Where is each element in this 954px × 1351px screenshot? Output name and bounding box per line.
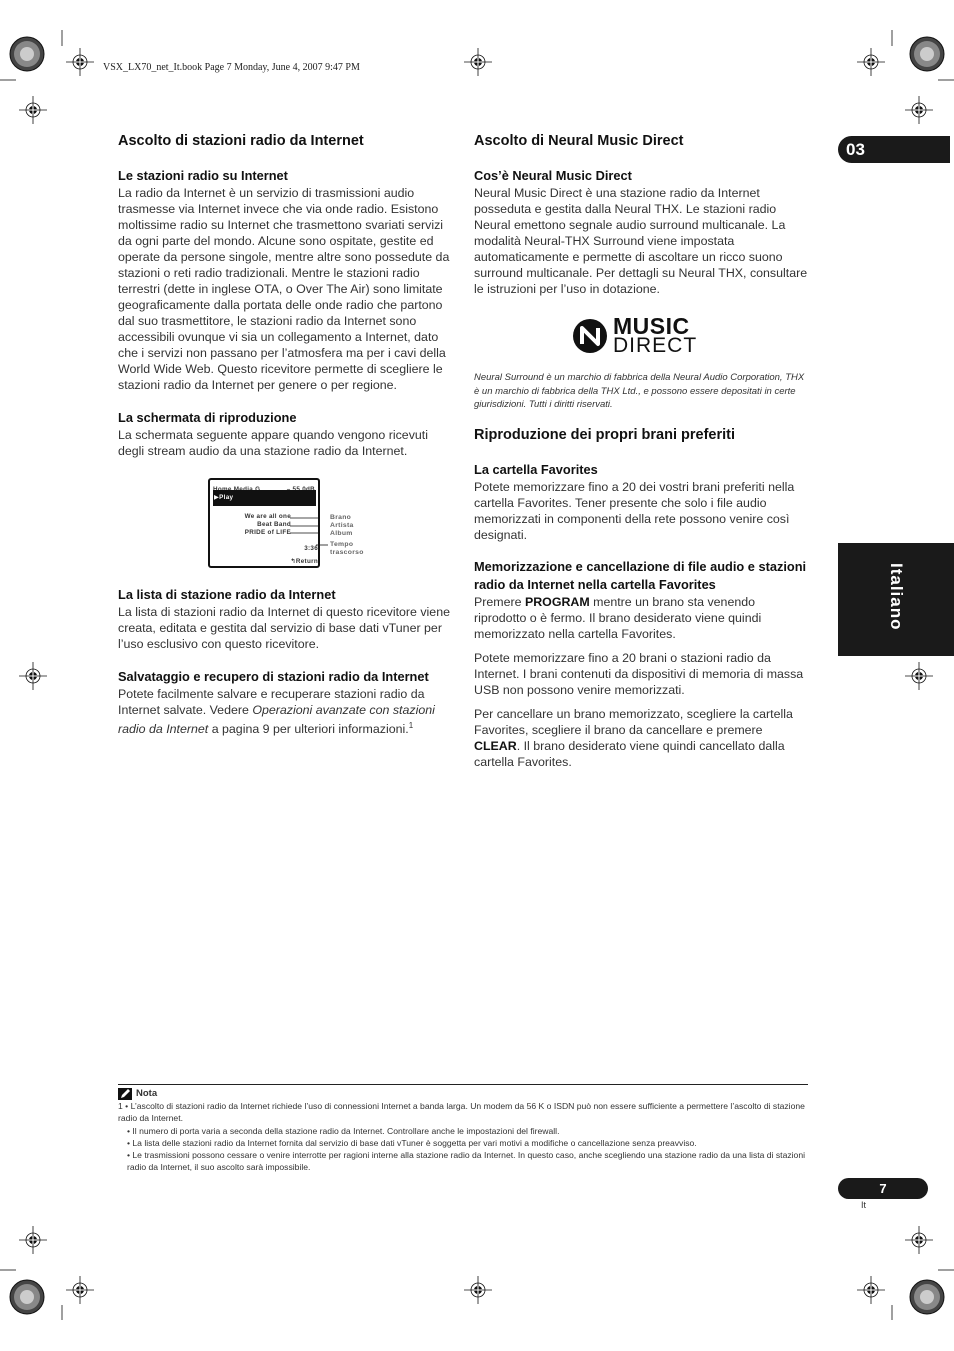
return-icon: ↰ — [290, 558, 296, 565]
display-time: 3:36 — [304, 545, 318, 552]
label-album: Album — [330, 530, 353, 537]
logo-direct: DIRECT — [613, 334, 698, 357]
chapter-badge: 03 — [838, 136, 950, 163]
save-recall-text-1: Potete facilmente salvare e recuperare stazioni radio da Internet salvate. Vedere — [118, 687, 425, 717]
section-title-neural-music-direct: Ascolto di Neural Music Direct — [474, 133, 684, 149]
note-heading-label: Nota — [136, 1088, 158, 1099]
display-status: ▶Play — [213, 490, 316, 506]
display-album: PRIDE of LIFE — [244, 529, 291, 536]
store-text-1: Premere — [474, 594, 525, 609]
heading-station-list: La lista di stazione radio da Internet — [118, 587, 336, 602]
heading-favorites-folder: La cartella Favorites — [474, 461, 598, 477]
paragraph-save-recall — [118, 686, 454, 737]
right-column — [474, 132, 810, 770]
clear-key: CLEAR — [474, 738, 517, 753]
neural-n-icon — [572, 318, 608, 354]
playback-display-illustration — [208, 478, 364, 568]
music-direct-logo — [572, 313, 810, 359]
note-4: • Le trasmissioni possono cessare o venire interrotte per ragioni interne alla stazione radio da Internet. In questo caso, anche scegliendo una stazione radio da una lista di stazioni radio da Internet, il suo ascolto sarà impossibile. — [127, 1150, 806, 1173]
paragraph-store — [474, 594, 810, 642]
section-title-internet-radio: Ascolto di stazioni radio da Internet — [118, 133, 364, 149]
heading-playback-screen: La schermata di riproduzione — [118, 410, 297, 425]
heading-what-is-neural: Cos’è Neural Music Direct — [474, 168, 632, 183]
page-number: 7 — [838, 1178, 928, 1199]
label-time-1: Tempo — [330, 541, 354, 548]
section-title-favorites: Riproduzione dei propri brani preferiti — [474, 426, 736, 443]
footnote-ref[interactable]: 1 — [408, 721, 414, 730]
print-header: VSX_LX70_net_It.book Page 7 Monday, June 4, 2007 9:47 PM — [103, 62, 360, 73]
page-language: It — [861, 1200, 867, 1210]
display-return: Return — [295, 558, 318, 565]
left-column — [118, 132, 454, 737]
note-3: • La lista delle stazioni radio da Internet fornita dal servizio di base dati vTuner è soggetta per vari motivi a modifiche o cancellazione senza preavviso. — [127, 1137, 697, 1148]
footnotes — [118, 1084, 808, 1173]
label-artist: Artista — [330, 522, 354, 529]
logo-music: MUSIC — [613, 313, 690, 339]
note-heading — [118, 1088, 808, 1100]
delete-text-1: Per cancellare un brano memorizzato, scegliere la cartella Favorites, scegliere il brano da cancellare e premere — [474, 706, 793, 737]
note-2: • Il numero di porta varia a seconda della stazione radio da Internet. Controllare anche le impostazioni del firewall. — [127, 1125, 560, 1136]
paragraph-store-limit: Potete memorizzare fino a 20 brani o stazioni radio da Internet. I brani contenuti da dispositivi di memoria di massa USB non possono venire memorizzati. — [474, 650, 804, 697]
save-recall-text-2: a pagina 9 per ulteriori informazioni. — [208, 722, 409, 737]
label-time-2: trascorso — [330, 549, 364, 556]
link-advanced-operations[interactable]: Operazioni avanzate con stazioni radio da Internet — [118, 703, 435, 737]
paragraph-playback-screen: La schermata seguente appare quando vengono ricevuti degli stream audio da una stazione radio da Internet. — [118, 428, 428, 458]
heading-store-delete: Memorizzazione e cancellazione di file audio e stazioni radio da Internet nella cartella Favorites — [474, 558, 807, 592]
display-artist: Beat Band — [257, 521, 291, 528]
language-tab — [838, 543, 954, 656]
paragraph-station-list: La lista di stazioni radio da Internet di questo ricevitore viene creata, editata e gestita dal servizio di base dati vTuner per l’uso esclusivo con questo ricevitore. — [118, 605, 450, 651]
program-key: PROGRAM — [524, 594, 590, 609]
heading-internet-radio-stations: Le stazioni radio su Internet — [118, 168, 288, 183]
language-tab-label: Italiano — [887, 563, 906, 631]
note-pencil-icon — [118, 1088, 132, 1100]
note-1: 1 • L’ascolto di stazioni radio da Internet richiede l’uso di connessioni Internet a banda larga. Un modem da 56 K o ISDN può non essere sufficiente a permettere l’ascolto di stazione radio da Internet. — [118, 1101, 805, 1124]
heading-save-recall: Salvataggio e recupero di stazioni radio da Internet — [118, 669, 429, 684]
paragraph-internet-radio: La radio da Internet è un servizio di trasmissioni audio trasmesse via Internet invece che via onde radio. Esistono moltissime radio su Internet che trasmettono svariati servizi da ogni parte del mondo. Alcune sono ospitate, gestite ed operate da persone singole, mentre altre sono possedute da stazioni o reti radio tradizionali. Mentre le stazioni radio terrestri (dette in inglese OTA, o Over The Air) sono limitate geograficamente dalla portata delle onde radio che partono dal suo trasmettitore, le stazioni radio da Internet sono accessibili ovunque vi sia un collegamento a Internet, dato che i servizi non passano per l’atmosfera ma per i cavi della World Wide Web. Questo ricevitore permette di scegliere le stazioni radio da Internet per genere o per regione. — [118, 186, 450, 392]
trademark-note: Neural Surround è un marchio di fabbrica della Neural Audio Corporation, THX è un marchio di fabbrica della THX Ltd., e possono essere depositati in certe giurisdizioni. Tutti i diritti riservati. — [474, 372, 805, 410]
display-callout-lines — [290, 514, 332, 554]
paragraph-delete — [474, 706, 810, 770]
paragraph-neural: Neural Music Direct è una stazione radio da Internet posseduta e gestita dalla Neural THX. Le stazioni radio Neural emettono segnale audio surround multicanale. La modalità Neural-THX Surround viene impostata automaticamente e permette di ascoltare un ricco suono surround multicanale. Per dettagli su Neural THX, consultare le istruzioni per l’uso in dotazione. — [474, 186, 808, 296]
store-text-2: mentre un brano sta venendo riprodotto o è fermo. Il brano desiderato viene quindi memorizzato nella cartella Favorites. — [474, 594, 762, 641]
delete-text-2: . Il brano desiderato viene quindi cancellato dalla cartella Favorites. — [474, 738, 785, 769]
display-track: We are all one — [244, 513, 291, 520]
label-track: Brano — [330, 514, 352, 521]
paragraph-favorites: Potete memorizzare fino a 20 dei vostri brani preferiti nella cartella Favorites. Tener presente che solo i file audio memorizzati in componenti della rete possono venire così designati. — [474, 479, 795, 542]
